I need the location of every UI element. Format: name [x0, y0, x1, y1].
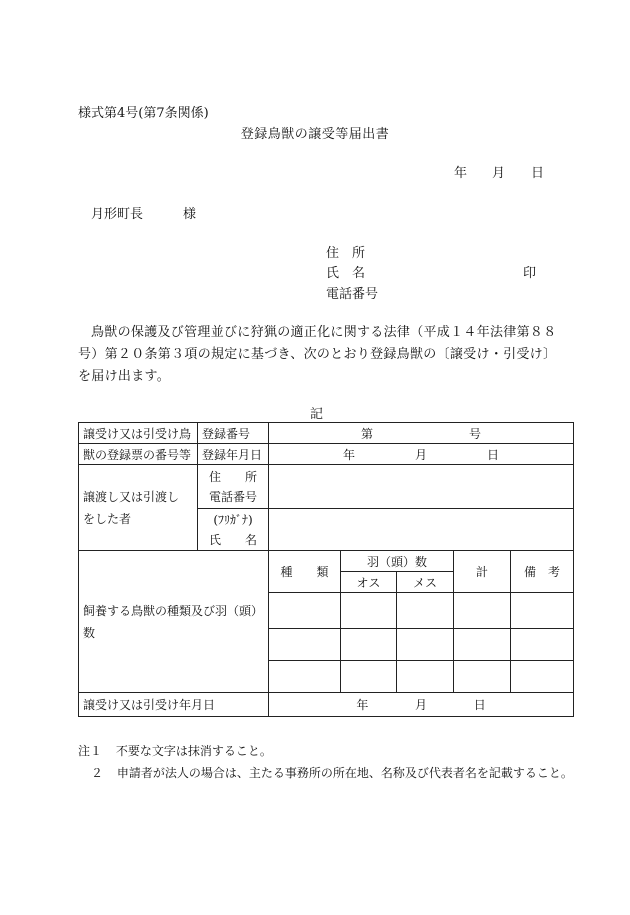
- addressee-office: 月形町長: [91, 207, 144, 222]
- ki-label: 記: [310, 407, 324, 422]
- bird-type-label-1: 飼養する鳥獣の種類及び羽（頭）: [83, 603, 264, 618]
- note-2-number: ２: [91, 766, 104, 780]
- reg-date-label: 登録年月日: [198, 444, 269, 465]
- remarks-input[interactable]: [511, 593, 574, 629]
- reg-number-prefix: 第: [361, 426, 374, 441]
- transferor-label-1: 譲渡し又は引渡し: [83, 489, 180, 504]
- transferor-address-label: 住 所: [208, 469, 257, 484]
- transferor-name-field[interactable]: [269, 509, 574, 551]
- transferor-name-label: 氏 名: [208, 532, 257, 547]
- transferor-address-phone-cell: [198, 465, 269, 509]
- reg-date-month: 月: [415, 447, 428, 462]
- bird-type-input[interactable]: [269, 593, 341, 629]
- applicant-address-label: 住 所: [326, 246, 366, 261]
- addressee-honorific: 様: [183, 207, 197, 222]
- transferor-label-2: をした者: [83, 511, 132, 526]
- note-2-text: 申請者が法人の場合は、主たる事務所の所在地、名称及び代表者名を記載すること。: [116, 766, 573, 780]
- registration-table: [78, 422, 574, 717]
- remarks-input[interactable]: [511, 661, 574, 693]
- reg-head-cell-2: 獣の登録票の番号等: [79, 444, 198, 465]
- reg-number-suffix: 号: [469, 426, 482, 441]
- table-row: [79, 693, 574, 717]
- transfer-date-year: 年: [356, 698, 369, 712]
- notes: [78, 740, 573, 784]
- female-count-input[interactable]: [397, 661, 454, 693]
- transfer-date-day: 日: [473, 698, 486, 712]
- furigana-label: (ﾌﾘｶﾞﾅ): [213, 512, 253, 527]
- reg-date-day: 日: [487, 447, 500, 462]
- table-row: [79, 444, 574, 465]
- date-year-label: 年: [454, 166, 468, 181]
- reg-head-cell-1: 譲受け又は引受け鳥: [79, 423, 198, 444]
- table-row: [79, 465, 574, 509]
- transfer-date-month: 月: [415, 698, 428, 712]
- date-day-label: 日: [531, 166, 545, 181]
- document-title: 登録鳥獣の譲受等届出書: [240, 127, 390, 142]
- note-1: [78, 740, 573, 762]
- note-1-number: 注１: [78, 744, 103, 758]
- remarks-input[interactable]: [511, 629, 574, 661]
- male-count-input[interactable]: [341, 629, 397, 661]
- transferor-phone-label: 電話番号: [208, 489, 257, 504]
- applicant-phone-label: 電話番号: [326, 287, 379, 302]
- seal-mark: 印: [523, 266, 537, 281]
- applicant-name-label: 氏 名: [326, 266, 366, 281]
- col-type-header: 種 類: [269, 551, 341, 593]
- note-2: [78, 762, 573, 784]
- declaration-text: 鳥獣の保護及び管理並びに狩猟の適正化に関する法律（平成１４年法律第８８号）第２０条第３項の規定に基づき、次のとおり登録鳥獣の〔譲受け・引受け〕を届け出ます。: [78, 325, 557, 384]
- col-female-header: メス: [397, 572, 454, 593]
- male-count-input[interactable]: [341, 661, 397, 693]
- date-month-label: 月: [492, 166, 506, 181]
- col-male-header: オス: [341, 572, 397, 593]
- transfer-date-label: 譲受け又は引受け年月日: [79, 693, 269, 717]
- bird-type-input[interactable]: [269, 629, 341, 661]
- reg-date-year: 年: [343, 447, 356, 462]
- transfer-date-field[interactable]: [269, 693, 574, 717]
- transferor-address-field[interactable]: [269, 465, 574, 509]
- bird-type-label-cell: [79, 551, 269, 693]
- reg-date-field[interactable]: [269, 444, 574, 465]
- reg-number-label: 登録番号: [198, 423, 269, 444]
- table-row: [79, 423, 574, 444]
- col-total-header: 計: [454, 551, 511, 593]
- female-count-input[interactable]: [397, 593, 454, 629]
- table-row: [79, 551, 574, 572]
- col-count-header: 羽（頭）数: [341, 551, 454, 572]
- bird-type-label-2: 数: [83, 625, 96, 640]
- reg-number-field[interactable]: [269, 423, 574, 444]
- total-input[interactable]: [454, 593, 511, 629]
- note-1-text: 不要な文字は抹消すること。: [115, 744, 272, 758]
- transferor-name-cell: [198, 509, 269, 551]
- transferor-label-cell: [79, 465, 198, 551]
- total-input[interactable]: [454, 629, 511, 661]
- female-count-input[interactable]: [397, 629, 454, 661]
- total-input[interactable]: [454, 661, 511, 693]
- col-remarks-header: 備 考: [511, 551, 574, 593]
- male-count-input[interactable]: [341, 593, 397, 629]
- bird-type-input[interactable]: [269, 661, 341, 693]
- form-number: 様式第4号(第7条関係): [78, 106, 209, 121]
